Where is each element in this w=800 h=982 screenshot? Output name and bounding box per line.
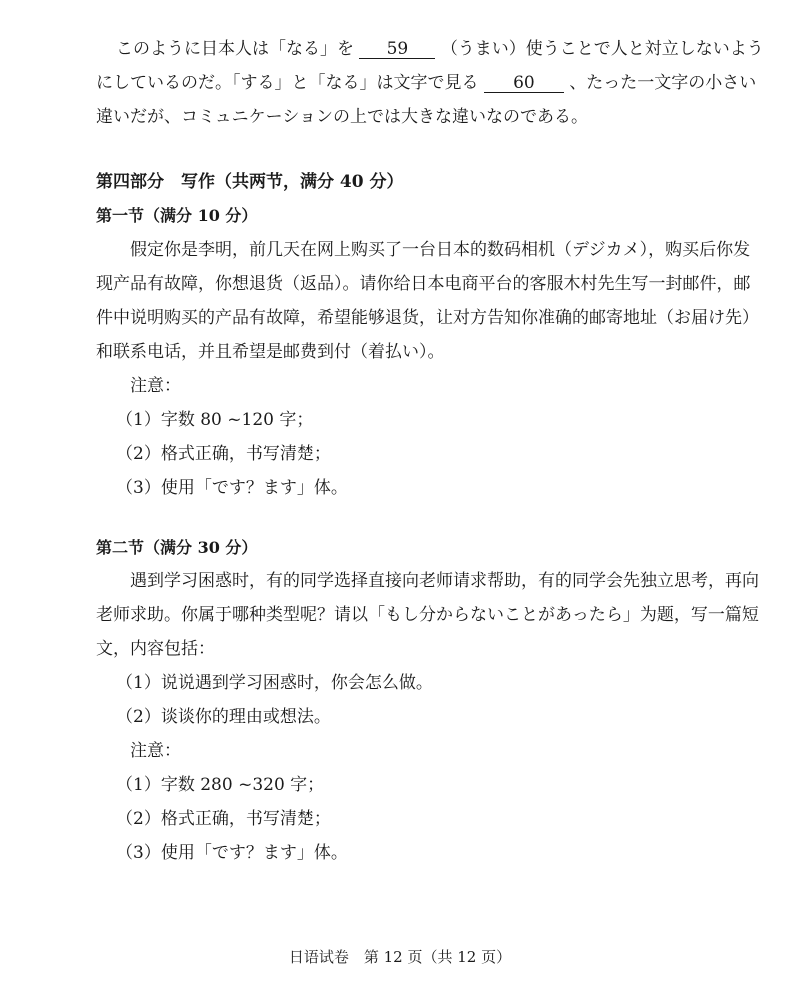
answer-blank-60: 60 [484, 74, 564, 93]
passage-line-3: 違いだが、コミュニケーションの上では大きな違いなのである。 [96, 107, 588, 127]
passage-text: 、たった一文字の小さい [569, 73, 757, 93]
section-2-prompt-line: 遇到学习困惑时，有的同学选择直接向老师请求帮助，有的同学会先独立思考，再向 [130, 571, 759, 591]
section-2-prompt-line: 老师求助。你属于哪种类型呢？请以「もし分からないことがあったら」为题，写一篇短 [96, 605, 759, 625]
section-1-heading: 第一节（满分 10 分） [96, 206, 258, 225]
section-2-requirement: （3）使用「です？ます」体。 [116, 843, 348, 863]
passage-line-2 [96, 72, 756, 94]
part-heading: 第四部分 写作（共两节，满分 40 分） [96, 172, 404, 192]
section-1-requirement: （2）格式正确，书写清楚； [116, 444, 331, 464]
section-1-prompt-line: 和联系电话，并且希望是邮费到付（着払い）。 [96, 342, 445, 362]
section-1-prompt-line: 现产品有故障，你想退货（返品）。请你给日本电商平台的客服木村先生写一封邮件，邮 [96, 274, 751, 294]
section-1-note-label: 注意： [130, 376, 181, 396]
answer-blank-59: 59 [359, 40, 435, 59]
section-2-content-item: （1）说说遇到学习困惑时，你会怎么做。 [116, 673, 433, 693]
passage-text: にしているのだ。「する」と「なる」は文字で見る [96, 73, 479, 93]
passage-text: このように日本人は「なる」を [116, 39, 354, 59]
passage-line-1 [116, 38, 764, 60]
page-footer: 日语试卷 第 12 页（共 12 页） [288, 948, 512, 966]
section-1-requirement: （1）字数 80 ~120 字； [116, 410, 314, 430]
section-1-prompt-line: 假定你是李明，前几天在网上购买了一台日本的数码相机（デジカメ），购买后你发 [130, 240, 751, 260]
section-1-prompt-line: 件中说明购买的产品有故障，希望能够退货，让对方告知你准确的邮寄地址（お届け先） [96, 308, 759, 328]
section-2-note-label: 注意： [130, 741, 181, 761]
section-2-requirement: （2）格式正确，书写清楚； [116, 809, 331, 829]
section-2-content-item: （2）谈谈你的理由或想法。 [116, 707, 331, 727]
section-2-prompt-line: 文，内容包括： [96, 639, 215, 659]
section-2-requirement: （1）字数 280 ~320 字； [116, 775, 325, 795]
section-2-heading: 第二节（满分 30 分） [96, 538, 258, 557]
passage-text: （うまい）使うことで人と対立しないよう [440, 39, 764, 59]
section-1-requirement: （3）使用「です？ます」体。 [116, 478, 348, 498]
